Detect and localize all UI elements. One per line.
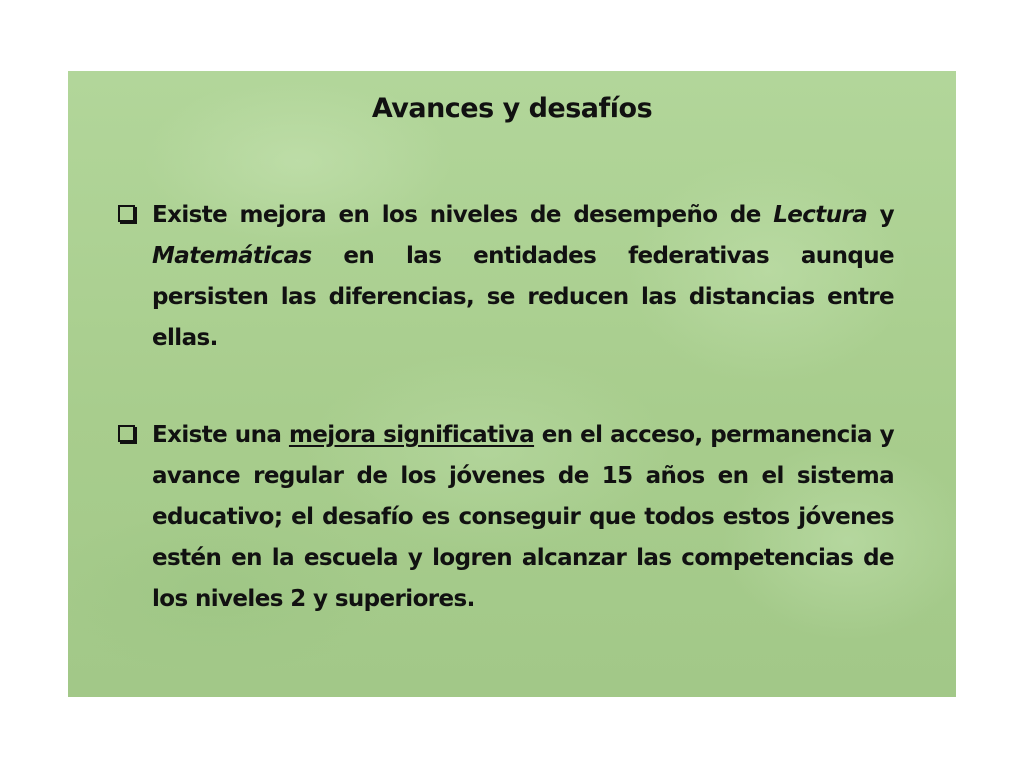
- bullet-text-1: [152, 195, 894, 359]
- bullet-1-part-2: y: [867, 202, 894, 228]
- checkbox-bullet-icon: [118, 205, 135, 222]
- checkbox-bullet-icon: [118, 425, 135, 442]
- bullet-item-1: [118, 195, 894, 359]
- bullet-1-part-3: en las entidades federativas aunque persisten las diferencias, se reducen las distancias entre ellas.: [152, 243, 894, 351]
- bullet-2-underlined: mejora significativa: [288, 422, 535, 448]
- bullet-1-part-1: Existe mejora en los niveles de desempeño de: [152, 202, 774, 228]
- bullet-2-part-2: en el acceso, permanencia y avance regular de los jóvenes de 15 años en el sistema educativo; el desafío es conseguir que todos estos jóvenes estén en la escuela y logren alcanzar las competencias de los niveles 2 y superiores.: [152, 422, 894, 612]
- bullet-1-lectura: Lectura: [773, 202, 868, 228]
- bullet-2-part-1: Existe una: [152, 422, 289, 448]
- bullet-text-2: [152, 415, 894, 620]
- slide-title: Avances y desafíos: [371, 93, 653, 124]
- bullet-1-matematicas: Matemáticas: [152, 243, 312, 269]
- bullet-item-2: [118, 415, 894, 620]
- slide: [68, 71, 956, 697]
